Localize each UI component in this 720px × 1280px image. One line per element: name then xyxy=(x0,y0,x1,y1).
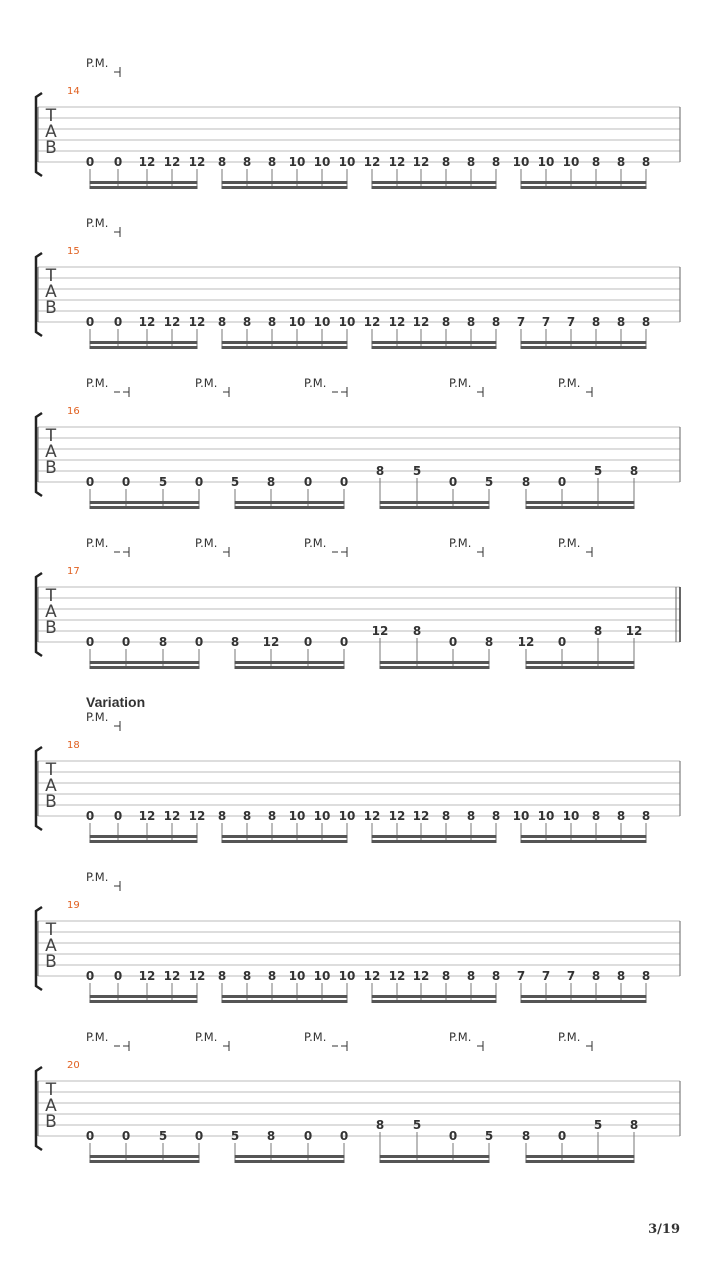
fret-number: 12 xyxy=(363,315,381,329)
fret-number: 8 xyxy=(616,809,626,823)
fret-number: 10 xyxy=(562,809,580,823)
fret-number: 10 xyxy=(313,315,331,329)
fret-number: 8 xyxy=(491,969,501,983)
fret-number: 12 xyxy=(188,809,206,823)
beam xyxy=(372,186,497,189)
palm-mute-label: P.M. xyxy=(304,1030,327,1044)
fret-number: 0 xyxy=(113,809,123,823)
fret-number: 10 xyxy=(338,809,356,823)
fret-number: 8 xyxy=(591,809,601,823)
beam xyxy=(521,835,647,838)
palm-mute-label: P.M. xyxy=(449,376,472,390)
section-label: Variation xyxy=(86,694,146,710)
palm-mute-mark xyxy=(558,376,592,397)
system-bracket xyxy=(36,93,42,176)
fret-number: 0 xyxy=(194,1129,204,1143)
fret-number: 0 xyxy=(557,635,567,649)
fret-number: 8 xyxy=(217,155,227,169)
fret-number: 0 xyxy=(303,475,313,489)
measure-number: 16 xyxy=(67,406,80,417)
beam xyxy=(372,1000,497,1003)
beam xyxy=(222,181,348,184)
beam xyxy=(372,181,497,184)
palm-mute-label: P.M. xyxy=(449,536,472,550)
beam xyxy=(90,346,198,349)
fret-number: 8 xyxy=(412,624,422,638)
beam xyxy=(235,666,345,669)
palm-mute-mark xyxy=(449,1030,483,1051)
tab-system xyxy=(36,694,680,843)
palm-mute-mark xyxy=(86,870,120,891)
beam xyxy=(235,506,345,509)
tab-clef-letter: B xyxy=(45,952,57,972)
fret-number: 8 xyxy=(217,809,227,823)
tab-system xyxy=(36,536,680,669)
tab-clef-letter: A xyxy=(45,776,57,796)
fret-number: 8 xyxy=(266,1129,276,1143)
palm-mute-mark xyxy=(195,536,229,557)
beam xyxy=(90,506,200,509)
fret-number: 8 xyxy=(491,809,501,823)
fret-number: 5 xyxy=(593,464,603,478)
fret-number: 10 xyxy=(537,809,555,823)
beam xyxy=(222,840,348,843)
beam xyxy=(372,341,497,344)
palm-mute-mark xyxy=(558,1030,592,1051)
fret-number: 8 xyxy=(441,809,451,823)
fret-number: 10 xyxy=(288,809,306,823)
tab-clef-letter: T xyxy=(45,1080,57,1100)
beam xyxy=(90,1155,200,1158)
beam xyxy=(90,501,200,504)
beam xyxy=(380,1155,490,1158)
fret-number: 8 xyxy=(375,464,385,478)
fret-number: 12 xyxy=(412,969,430,983)
beam xyxy=(380,506,490,509)
fret-number: 8 xyxy=(641,315,651,329)
fret-number: 8 xyxy=(158,635,168,649)
fret-number: 8 xyxy=(242,809,252,823)
beam xyxy=(222,186,348,189)
fret-number: 5 xyxy=(230,1129,240,1143)
fret-number: 0 xyxy=(85,1129,95,1143)
palm-mute-mark xyxy=(86,216,120,237)
fret-number: 10 xyxy=(313,809,331,823)
tab-clef-letter: B xyxy=(45,792,57,812)
fret-number: 10 xyxy=(313,155,331,169)
fret-number: 8 xyxy=(441,315,451,329)
fret-number: 12 xyxy=(363,155,381,169)
tab-clef-letter: B xyxy=(45,458,57,478)
fret-number: 8 xyxy=(466,155,476,169)
fret-number: 0 xyxy=(448,635,458,649)
fret-number: 8 xyxy=(491,315,501,329)
beam xyxy=(235,1155,345,1158)
palm-mute-mark xyxy=(86,56,120,77)
tab-clef-letter: T xyxy=(45,760,57,780)
beam xyxy=(526,666,635,669)
palm-mute-label: P.M. xyxy=(86,56,109,70)
palm-mute-label: P.M. xyxy=(86,710,109,724)
palm-mute-label: P.M. xyxy=(304,376,327,390)
tab-clef-letter: T xyxy=(45,106,57,126)
fret-number: 8 xyxy=(521,1129,531,1143)
beam xyxy=(235,1160,345,1163)
fret-number: 8 xyxy=(267,969,277,983)
fret-number: 8 xyxy=(242,155,252,169)
palm-mute-label: P.M. xyxy=(195,1030,218,1044)
palm-mute-mark xyxy=(195,1030,229,1051)
palm-mute-mark xyxy=(304,536,347,557)
fret-number: 8 xyxy=(441,969,451,983)
beam xyxy=(222,1000,348,1003)
tab-clef-letter: T xyxy=(45,266,57,286)
beam xyxy=(526,501,635,504)
fret-number: 8 xyxy=(267,155,277,169)
fret-number: 12 xyxy=(262,635,280,649)
fret-number: 5 xyxy=(230,475,240,489)
beam xyxy=(526,661,635,664)
fret-number: 0 xyxy=(339,1129,349,1143)
fret-number: 7 xyxy=(566,969,576,983)
fret-number: 12 xyxy=(388,969,406,983)
beam xyxy=(521,995,647,998)
beam xyxy=(372,995,497,998)
palm-mute-mark xyxy=(449,536,483,557)
fret-number: 5 xyxy=(593,1118,603,1132)
tab-clef-letter: A xyxy=(45,936,57,956)
fret-number: 0 xyxy=(85,475,95,489)
fret-number: 10 xyxy=(313,969,331,983)
fret-number: 12 xyxy=(138,315,156,329)
tab-system xyxy=(36,216,680,349)
fret-number: 10 xyxy=(562,155,580,169)
fret-number: 10 xyxy=(338,315,356,329)
fret-number: 0 xyxy=(194,475,204,489)
palm-mute-mark xyxy=(304,1030,347,1051)
fret-number: 8 xyxy=(616,315,626,329)
measure-number: 17 xyxy=(67,566,80,577)
palm-mute-mark xyxy=(195,376,229,397)
fret-number: 8 xyxy=(266,475,276,489)
beam xyxy=(521,1000,647,1003)
fret-number: 0 xyxy=(121,635,131,649)
palm-mute-label: P.M. xyxy=(558,1030,581,1044)
beam xyxy=(90,666,200,669)
fret-number: 8 xyxy=(616,155,626,169)
fret-number: 0 xyxy=(121,1129,131,1143)
palm-mute-mark xyxy=(86,376,129,397)
fret-number: 0 xyxy=(85,315,95,329)
fret-number: 12 xyxy=(412,809,430,823)
fret-number: 12 xyxy=(188,315,206,329)
beam xyxy=(380,501,490,504)
beam xyxy=(90,1000,198,1003)
beam xyxy=(222,995,348,998)
fret-number: 12 xyxy=(188,969,206,983)
beam xyxy=(380,1160,490,1163)
tab-system xyxy=(36,376,680,509)
fret-number: 12 xyxy=(138,809,156,823)
fret-number: 12 xyxy=(163,809,181,823)
beam xyxy=(90,181,198,184)
fret-number: 12 xyxy=(363,809,381,823)
tab-clef-letter: A xyxy=(45,1096,57,1116)
beam xyxy=(235,501,345,504)
palm-mute-mark xyxy=(86,536,129,557)
system-bracket xyxy=(36,1067,42,1150)
page-number: 3/19 xyxy=(648,1222,680,1237)
fret-number: 0 xyxy=(85,809,95,823)
tab-system xyxy=(36,56,680,189)
tab-system xyxy=(36,1030,680,1163)
fret-number: 5 xyxy=(412,1118,422,1132)
fret-number: 8 xyxy=(242,315,252,329)
fret-number: 10 xyxy=(288,315,306,329)
tab-clef-letter: T xyxy=(45,426,57,446)
fret-number: 10 xyxy=(512,809,530,823)
palm-mute-label: P.M. xyxy=(304,536,327,550)
fret-number: 8 xyxy=(466,315,476,329)
measure-number: 18 xyxy=(67,740,80,751)
fret-number: 8 xyxy=(217,969,227,983)
fret-number: 0 xyxy=(448,1129,458,1143)
fret-number: 0 xyxy=(85,635,95,649)
fret-number: 12 xyxy=(163,969,181,983)
fret-number: 0 xyxy=(113,315,123,329)
tab-clef-letter: B xyxy=(45,298,57,318)
tab-clef-letter: A xyxy=(45,282,57,302)
palm-mute-mark xyxy=(558,536,592,557)
fret-number: 8 xyxy=(629,1118,639,1132)
fret-number: 12 xyxy=(388,155,406,169)
fret-number: 0 xyxy=(194,635,204,649)
beam xyxy=(521,341,647,344)
fret-number: 8 xyxy=(267,809,277,823)
beam xyxy=(521,186,647,189)
fret-number: 7 xyxy=(516,969,526,983)
fret-number: 8 xyxy=(591,969,601,983)
fret-number: 8 xyxy=(466,809,476,823)
system-bracket xyxy=(36,573,42,656)
beam xyxy=(90,835,198,838)
beam xyxy=(372,840,497,843)
fret-number: 8 xyxy=(641,969,651,983)
fret-number: 12 xyxy=(371,624,389,638)
fret-number: 12 xyxy=(138,969,156,983)
beam xyxy=(526,1155,635,1158)
fret-number: 0 xyxy=(557,1129,567,1143)
fret-number: 10 xyxy=(338,969,356,983)
fret-number: 12 xyxy=(388,809,406,823)
fret-number: 10 xyxy=(288,155,306,169)
beam xyxy=(90,341,198,344)
beam xyxy=(521,346,647,349)
beam xyxy=(526,506,635,509)
fret-number: 8 xyxy=(641,155,651,169)
beam xyxy=(90,661,200,664)
fret-number: 0 xyxy=(113,969,123,983)
measure-number: 19 xyxy=(67,900,80,911)
fret-number: 5 xyxy=(484,1129,494,1143)
fret-number: 0 xyxy=(448,475,458,489)
fret-number: 12 xyxy=(163,155,181,169)
beam xyxy=(222,346,348,349)
fret-number: 8 xyxy=(466,969,476,983)
fret-number: 8 xyxy=(491,155,501,169)
tab-system xyxy=(36,870,680,1003)
tab-clef-letter: T xyxy=(45,920,57,940)
fret-number: 0 xyxy=(113,155,123,169)
fret-number: 8 xyxy=(629,464,639,478)
fret-number: 12 xyxy=(138,155,156,169)
tab-clef-letter: B xyxy=(45,618,57,638)
fret-number: 12 xyxy=(412,315,430,329)
fret-number: 7 xyxy=(541,969,551,983)
fret-number: 8 xyxy=(591,315,601,329)
measure-number: 20 xyxy=(67,1060,80,1071)
beam xyxy=(380,666,490,669)
measure-number: 14 xyxy=(67,86,80,97)
system-bracket xyxy=(36,253,42,336)
tab-clef-letter: A xyxy=(45,602,57,622)
beam xyxy=(222,835,348,838)
fret-number: 10 xyxy=(512,155,530,169)
palm-mute-label: P.M. xyxy=(86,216,109,230)
fret-number: 10 xyxy=(338,155,356,169)
tab-clef-letter: A xyxy=(45,122,57,142)
system-bracket xyxy=(36,907,42,990)
measure-number: 15 xyxy=(67,246,80,257)
fret-number: 8 xyxy=(217,315,227,329)
fret-number: 8 xyxy=(484,635,494,649)
beam xyxy=(521,181,647,184)
palm-mute-label: P.M. xyxy=(195,536,218,550)
fret-number: 12 xyxy=(412,155,430,169)
fret-number: 8 xyxy=(267,315,277,329)
palm-mute-mark xyxy=(449,376,483,397)
palm-mute-label: P.M. xyxy=(86,376,109,390)
fret-number: 8 xyxy=(593,624,603,638)
beam xyxy=(222,341,348,344)
fret-number: 0 xyxy=(339,475,349,489)
palm-mute-label: P.M. xyxy=(86,536,109,550)
fret-number: 0 xyxy=(303,1129,313,1143)
fret-number: 7 xyxy=(541,315,551,329)
system-bracket xyxy=(36,413,42,496)
fret-number: 8 xyxy=(242,969,252,983)
beam xyxy=(526,1160,635,1163)
tab-clef-letter: T xyxy=(45,586,57,606)
fret-number: 8 xyxy=(616,969,626,983)
fret-number: 10 xyxy=(288,969,306,983)
fret-number: 0 xyxy=(303,635,313,649)
fret-number: 12 xyxy=(163,315,181,329)
beam xyxy=(521,840,647,843)
fret-number: 0 xyxy=(85,155,95,169)
fret-number: 7 xyxy=(566,315,576,329)
fret-number: 12 xyxy=(188,155,206,169)
palm-mute-mark xyxy=(86,710,120,731)
palm-mute-label: P.M. xyxy=(449,1030,472,1044)
beam xyxy=(372,346,497,349)
beam xyxy=(90,1160,200,1163)
palm-mute-mark xyxy=(304,376,347,397)
beam xyxy=(90,840,198,843)
fret-number: 0 xyxy=(85,969,95,983)
fret-number: 5 xyxy=(158,1129,168,1143)
fret-number: 12 xyxy=(388,315,406,329)
fret-number: 8 xyxy=(591,155,601,169)
fret-number: 8 xyxy=(441,155,451,169)
system-bracket xyxy=(36,747,42,830)
fret-number: 8 xyxy=(521,475,531,489)
palm-mute-mark xyxy=(86,1030,129,1051)
fret-number: 8 xyxy=(375,1118,385,1132)
fret-number: 12 xyxy=(363,969,381,983)
fret-number: 0 xyxy=(339,635,349,649)
fret-number: 7 xyxy=(516,315,526,329)
fret-number: 5 xyxy=(484,475,494,489)
palm-mute-label: P.M. xyxy=(558,376,581,390)
beam xyxy=(380,661,490,664)
palm-mute-label: P.M. xyxy=(86,870,109,884)
beam xyxy=(90,995,198,998)
beam xyxy=(235,661,345,664)
fret-number: 5 xyxy=(158,475,168,489)
tab-clef-letter: A xyxy=(45,442,57,462)
tab-clef-letter: B xyxy=(45,1112,57,1132)
beam xyxy=(90,186,198,189)
palm-mute-label: P.M. xyxy=(86,1030,109,1044)
fret-number: 5 xyxy=(412,464,422,478)
fret-number: 10 xyxy=(537,155,555,169)
beam xyxy=(372,835,497,838)
fret-number: 12 xyxy=(517,635,535,649)
fret-number: 8 xyxy=(641,809,651,823)
tab-clef-letter: B xyxy=(45,138,57,158)
fret-number: 0 xyxy=(557,475,567,489)
palm-mute-label: P.M. xyxy=(558,536,581,550)
fret-number: 8 xyxy=(230,635,240,649)
fret-number: 0 xyxy=(121,475,131,489)
palm-mute-label: P.M. xyxy=(195,376,218,390)
fret-number: 12 xyxy=(625,624,643,638)
